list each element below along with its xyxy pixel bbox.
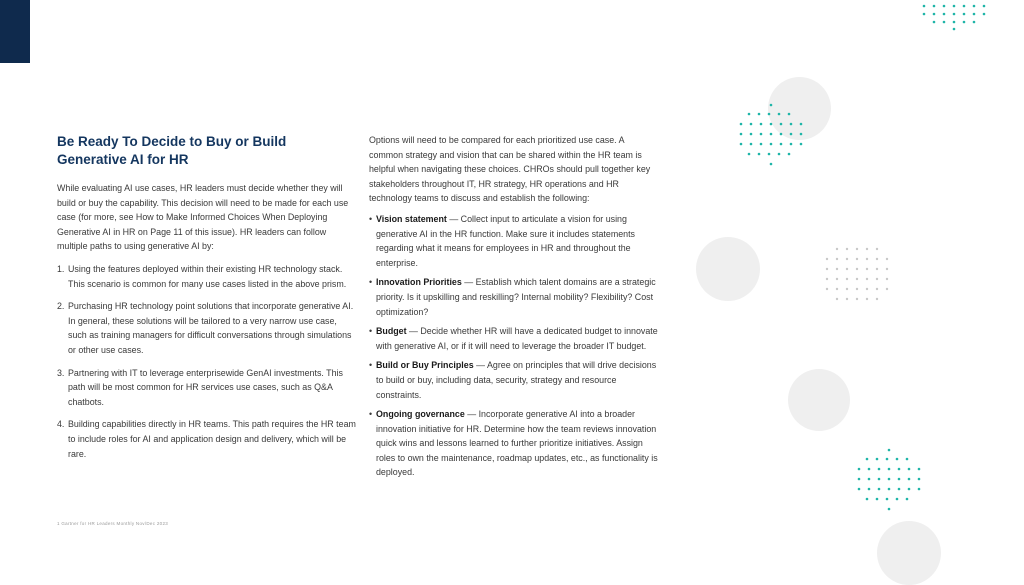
list-item <box>369 275 659 319</box>
dot-pattern-gray <box>822 245 892 305</box>
list-item-text: Purchasing HR technology point solutions that incorporate generative AI. In general, these solutions will be tailored to a very narrow use case, such as training managers for difficult conversations through simulations or other use cases. <box>68 301 354 355</box>
list-item-text: — Establish which talent domains are a strategic priority. Is it upskilling and reskilling? Internal mobility? Flexibility? Cost optimization? <box>376 277 656 317</box>
list-number: 2. <box>57 301 65 312</box>
decorative-circle <box>696 237 760 301</box>
right-column <box>369 133 659 485</box>
intro-paragraph: While evaluating AI use cases, HR leaders must decide whether they will build or buy the capability. This decision will need to be made for each use case (for more, see How to Make Informed Choices When Deploying Generative AI in HR on Page 11 of this issue). HR leaders can follow multiple paths to using generative AI by: <box>57 183 349 252</box>
list-item <box>369 358 659 402</box>
list-item-text: Using the features deployed within their existing HR technology stack. This scenario is common for many use cases listed in the above prism. <box>68 263 347 289</box>
dot-pattern-teal-upper <box>736 102 806 172</box>
list-item <box>57 299 357 357</box>
list-number: 1. <box>57 263 65 274</box>
list-item <box>369 212 659 270</box>
dot-pattern-top-right <box>918 2 990 32</box>
footnote: 1 Gartner for HR Leaders Monthly Nov/Dec 2023 <box>57 521 169 526</box>
bullet-icon: • <box>369 409 373 420</box>
corner-accent-bar <box>0 0 30 63</box>
list-item <box>57 417 357 461</box>
left-column <box>57 133 357 469</box>
bullet-icon: • <box>369 326 373 337</box>
list-item-term: Budget <box>376 326 407 337</box>
list-item-text: — Agree on principles that will drive decisions to build or buy, including data, security, strategy and resource constraints. <box>376 360 657 400</box>
stakeholder-list <box>369 212 659 480</box>
options-paragraph: Options will need to be compared for each prioritized use case. A common strategy and vision that can be shared within the HR team is helpful when navigating these choices. CHROs should pull together key stakeholders throughout IT, HR strategy, HR operations and HR technology teams to discuss and establish the following: <box>369 135 651 204</box>
decorative-circle <box>788 369 850 431</box>
list-number: 4. <box>57 419 65 430</box>
bullet-icon: • <box>369 360 373 371</box>
list-item-text: — Incorporate generative AI into a broader innovation initiative for HR. Determine how the team reviews innovation quick wins and lessons learned to further prioritize initiatives. Assign roles to own the maintenance, roadmap updates, etc., as functionality is deployed. <box>376 409 658 478</box>
list-item <box>57 262 357 291</box>
decorative-circle <box>877 521 941 585</box>
list-item-text: Building capabilities directly in HR teams. This path requires the HR team to include roles for AI and application design and delivery, which will be rare. <box>68 419 356 459</box>
bullet-icon: • <box>369 213 373 224</box>
list-item-text: Partnering with IT to leverage enterprisewide GenAI investments. This path will be most common for HR services use cases, such as Q&A chatbots. <box>68 367 343 407</box>
list-number: 3. <box>57 367 65 378</box>
paths-list <box>57 262 357 461</box>
list-item <box>369 407 659 480</box>
list-item-term: Innovation Priorities <box>376 277 462 288</box>
list-item-term: Ongoing governance <box>376 409 465 420</box>
bullet-icon: • <box>369 277 373 288</box>
list-item-text: — Decide whether HR will have a dedicated budget to innovate with generative AI, or if it will need to leverage the broader IT budget. <box>376 326 658 351</box>
list-item <box>57 366 357 410</box>
list-item-text: — Collect input to articulate a vision for using generative AI in the HR function. Make sure it includes statements regarding what it means for employees in HR and throughout the enterprise. <box>376 213 635 268</box>
list-item-term: Vision statement <box>376 213 447 224</box>
dot-pattern-teal-lower <box>854 447 924 517</box>
list-item-term: Build or Buy Principles <box>376 360 474 371</box>
list-item <box>369 324 659 353</box>
page-title: Be Ready To Decide to Buy or Build Generative AI for HR <box>57 134 287 167</box>
